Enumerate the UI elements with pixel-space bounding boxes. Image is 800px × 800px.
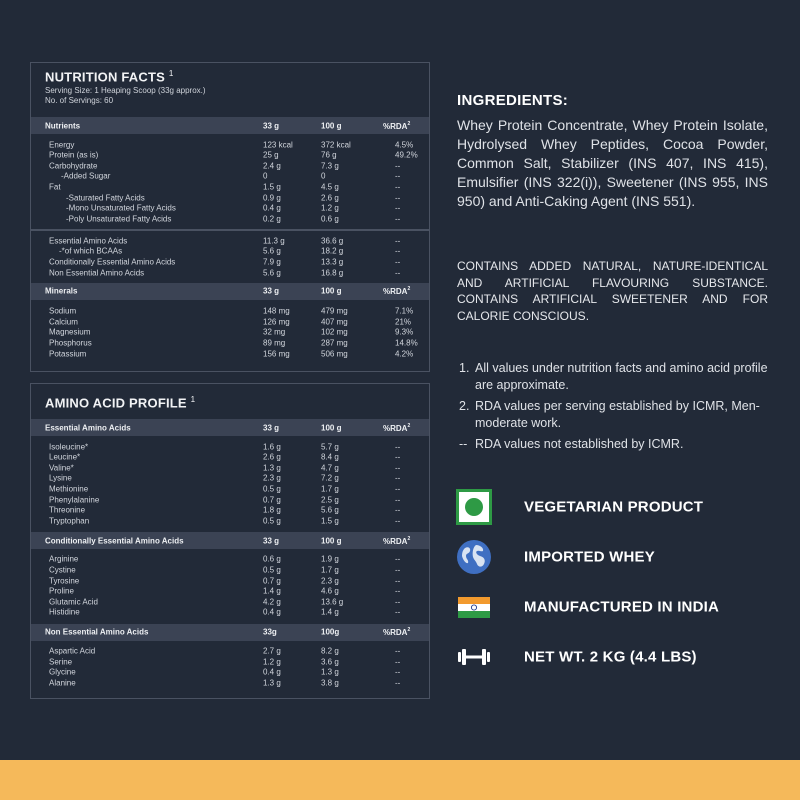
row-label: Methionine: [49, 484, 89, 494]
row-label: Protein (as is): [49, 150, 99, 160]
rda-value: --: [395, 463, 401, 473]
globe-icon: [456, 539, 492, 575]
badge-made-in-india: MANUFACTURED IN INDIA: [456, 589, 786, 625]
vegetarian-icon: [456, 489, 492, 525]
row-label: -Mono Unsaturated Fatty Acids: [66, 203, 176, 213]
value-per-serving: 126 mg: [263, 317, 290, 327]
value-per-100g: 76 g: [321, 150, 337, 160]
conditional-amino-list: [31, 554, 429, 618]
minerals-list: [31, 306, 429, 359]
badge-net-weight: NET WT. 2 KG (4.4 LBS): [456, 639, 786, 675]
table-row: [31, 667, 429, 678]
rda-value: 4.5%: [395, 140, 414, 150]
value-per-serving: 2.3 g: [263, 473, 281, 483]
rda-value: 9.3%: [395, 327, 414, 337]
table-row: [31, 473, 429, 484]
rda-value: --: [395, 554, 401, 564]
rda-value: --: [395, 268, 401, 278]
table-row: [31, 463, 429, 474]
value-per-100g: 1.7 g: [321, 484, 339, 494]
table-row: [31, 452, 429, 463]
value-per-100g: 1.5 g: [321, 516, 339, 526]
table-row: [31, 192, 429, 203]
value-per-100g: 287 mg: [321, 338, 348, 348]
rda-value: --: [395, 576, 401, 586]
value-per-100g: 2.3 g: [321, 576, 339, 586]
row-label: Serine: [49, 657, 73, 667]
nutrients-header: Nutrients 33 g 100 g %RDA$^2$: [31, 117, 429, 134]
table-row: [31, 515, 429, 526]
row-label: Valine*: [49, 463, 74, 473]
row-label: Conditionally Essential Amino Acids: [49, 257, 176, 267]
rda-value: 7.1%: [395, 306, 414, 316]
rda-value: --: [395, 236, 401, 246]
rda-value: --: [395, 657, 401, 667]
essential-amino-list: [31, 441, 429, 526]
rda-value: --: [395, 442, 401, 452]
value-per-serving: 1.2 g: [263, 657, 281, 667]
table-row: [31, 677, 429, 688]
value-per-serving: 0.4 g: [263, 203, 281, 213]
row-label: Proline: [49, 586, 74, 596]
row-label: Magnesium: [49, 327, 91, 337]
table-row: [31, 306, 429, 317]
value-per-serving: 0.4 g: [263, 607, 281, 617]
rda-value: --: [395, 565, 401, 575]
row-label: -Saturated Fatty Acids: [66, 193, 145, 203]
rda-value: --: [395, 597, 401, 607]
nonessential-amino-list: [31, 646, 429, 688]
table-row: [31, 575, 429, 586]
row-label: Glutamic Acid: [49, 597, 98, 607]
row-label: Carbohydrate: [49, 161, 98, 171]
rda-value: --: [395, 607, 401, 617]
table-row: [31, 182, 429, 193]
rda-value: --: [395, 161, 401, 171]
value-per-serving: 0.5 g: [263, 516, 281, 526]
value-per-100g: 407 mg: [321, 317, 348, 327]
value-per-serving: 0.4 g: [263, 667, 281, 677]
row-label: Leucine*: [49, 452, 81, 462]
nutrition-facts-title: NUTRITION FACTS $^1$: [45, 69, 174, 85]
table-row: [31, 441, 429, 452]
row-label: Potassium: [49, 349, 87, 359]
nonessential-amino-header: Non Essential Amino Acids 33g 100g %RDA$^2$: [31, 624, 429, 641]
value-per-100g: 13.6 g: [321, 597, 344, 607]
footnote: 2. RDA values per serving established by ICMR, Men-moderate work.: [459, 399, 760, 430]
amino-acid-profile-panel: [30, 383, 430, 699]
table-row: [31, 139, 429, 150]
rda-value: 49.2%: [395, 150, 418, 160]
value-per-100g: 8.4 g: [321, 452, 339, 462]
nutrition-facts-panel: [30, 62, 430, 372]
row-label: -Added Sugar: [61, 171, 111, 181]
essential-amino-header: Essential Amino Acids 33 g 100 g %RDA$^2$: [31, 419, 429, 436]
badge-vegetarian: VEGETARIAN PRODUCT: [456, 489, 786, 525]
amino-summary-list: [31, 236, 429, 278]
value-per-serving: 0.6 g: [263, 554, 281, 564]
value-per-100g: 8.2 g: [321, 646, 339, 656]
value-per-100g: 2.6 g: [321, 193, 339, 203]
table-row: [31, 213, 429, 224]
row-label: Threonine: [49, 505, 86, 515]
table-row: [31, 505, 429, 516]
rda-value: --: [395, 667, 401, 677]
value-per-100g: 479 mg: [321, 306, 348, 316]
value-per-100g: 372 kcal: [321, 140, 351, 150]
value-per-100g: 16.8 g: [321, 268, 344, 278]
value-per-100g: 4.6 g: [321, 586, 339, 596]
value-per-100g: 0.6 g: [321, 214, 339, 224]
rda-value: --: [395, 193, 401, 203]
value-per-100g: 1.2 g: [321, 203, 339, 213]
value-per-serving: 1.4 g: [263, 586, 281, 596]
rda-value: 4.2%: [395, 349, 414, 359]
table-row: [31, 484, 429, 495]
value-per-serving: 2.7 g: [263, 646, 281, 656]
row-label: Non Essential Amino Acids: [49, 268, 145, 278]
rda-value: --: [395, 484, 401, 494]
value-per-serving: 1.6 g: [263, 442, 281, 452]
rda-value: --: [395, 257, 401, 267]
row-label: Alanine: [49, 678, 76, 688]
nutrients-list: [31, 139, 429, 224]
value-per-serving: 0.2 g: [263, 214, 281, 224]
rda-value: 14.8%: [395, 338, 418, 348]
table-row: [31, 565, 429, 576]
rda-value: --: [395, 182, 401, 192]
value-per-100g: 1.7 g: [321, 565, 339, 575]
row-label: Aspartic Acid: [49, 646, 96, 656]
table-row: [31, 586, 429, 597]
rda-value: --: [395, 678, 401, 688]
rda-value: --: [395, 516, 401, 526]
row-label: Tryptophan: [49, 516, 90, 526]
india-flag-icon: [456, 589, 492, 625]
value-per-100g: 4.5 g: [321, 182, 339, 192]
table-row: [31, 267, 429, 278]
row-label: Phosphorus: [49, 338, 92, 348]
value-per-100g: 1.4 g: [321, 607, 339, 617]
servings-count: No. of Servings: 60: [45, 96, 114, 106]
value-per-serving: 4.2 g: [263, 597, 281, 607]
value-per-serving: 0.5 g: [263, 484, 281, 494]
minerals-header: Minerals 33 g 100 g %RDA$^2$: [31, 283, 429, 300]
table-row: [31, 494, 429, 505]
footnote: -- RDA values not established by ICMR.: [459, 437, 684, 451]
value-per-100g: 1.9 g: [321, 554, 339, 564]
serving-size: Serving Size: 1 Heaping Scoop (33g approx.): [45, 86, 206, 96]
value-per-serving: 32 mg: [263, 327, 286, 337]
value-per-100g: 5.7 g: [321, 442, 339, 452]
value-per-100g: 18.2 g: [321, 246, 344, 256]
row-label: Histidine: [49, 607, 80, 617]
rda-value: --: [395, 495, 401, 505]
table-row: [31, 338, 429, 349]
row-label: Arginine: [49, 554, 79, 564]
rda-value: --: [395, 214, 401, 224]
table-row: [31, 171, 429, 182]
value-per-serving: 1.3 g: [263, 678, 281, 688]
value-per-100g: 0: [321, 171, 326, 181]
row-label: Energy: [49, 140, 75, 150]
table-row: [31, 161, 429, 172]
ingredients-title: INGREDIENTS:: [457, 92, 569, 109]
value-per-serving: 0.7 g: [263, 495, 281, 505]
value-per-serving: 0: [263, 171, 268, 181]
row-label: Lysine: [49, 473, 72, 483]
table-row: [31, 327, 429, 338]
row-label: -Poly Unsaturated Fatty Acids: [66, 214, 172, 224]
table-row: [31, 348, 429, 359]
table-row: [31, 646, 429, 657]
row-label: -*of which BCAAs: [59, 246, 123, 256]
value-per-serving: 0.5 g: [263, 565, 281, 575]
value-per-serving: 5.6 g: [263, 268, 281, 278]
rda-value: --: [395, 171, 401, 181]
table-row: [31, 554, 429, 565]
rda-value: --: [395, 646, 401, 656]
value-per-serving: 1.8 g: [263, 505, 281, 515]
table-row: [31, 236, 429, 247]
row-label: Essential Amino Acids: [49, 236, 128, 246]
rda-value: --: [395, 452, 401, 462]
rda-value: --: [395, 586, 401, 596]
row-label: Calcium: [49, 317, 78, 327]
rda-value: --: [395, 246, 401, 256]
value-per-serving: 11.3 g: [263, 236, 285, 246]
row-label: Phenylalanine: [49, 495, 100, 505]
value-per-100g: 7.2 g: [321, 473, 339, 483]
rda-value: --: [395, 505, 401, 515]
table-row: [31, 607, 429, 618]
table-row: [31, 246, 429, 257]
value-per-100g: 102 mg: [321, 327, 348, 337]
table-row: [31, 656, 429, 667]
value-per-100g: 36.6 g: [321, 236, 344, 246]
row-label: Isoleucine*: [49, 442, 89, 452]
value-per-100g: 5.6 g: [321, 505, 339, 515]
value-per-serving: 25 g: [263, 150, 279, 160]
value-per-100g: 3.6 g: [321, 657, 339, 667]
table-row: [31, 203, 429, 214]
value-per-100g: 7.3 g: [321, 161, 339, 171]
table-row: [31, 596, 429, 607]
badge-imported-whey: IMPORTED WHEY: [456, 539, 786, 575]
value-per-serving: 89 mg: [263, 338, 286, 348]
row-label: Fat: [49, 182, 61, 192]
value-per-serving: 1.5 g: [263, 182, 281, 192]
value-per-100g: 4.7 g: [321, 463, 339, 473]
value-per-100g: 2.5 g: [321, 495, 339, 505]
row-label: Glycine: [49, 667, 76, 677]
rda-value: --: [395, 203, 401, 213]
value-per-serving: 7.9 g: [263, 257, 281, 267]
table-row: [31, 317, 429, 328]
divider: [31, 229, 429, 231]
value-per-serving: 148 mg: [263, 306, 290, 316]
value-per-serving: 123 kcal: [263, 140, 293, 150]
rda-value: --: [395, 473, 401, 483]
amino-acid-profile-title: AMINO ACID PROFILE $^1$: [45, 395, 196, 411]
row-label: Cystine: [49, 565, 76, 575]
value-per-serving: 156 mg: [263, 349, 290, 359]
footnote: 1. All values under nutrition facts and amino acid profile are approximate.: [459, 361, 768, 392]
conditional-amino-header: Conditionally Essential Amino Acids 33 g 100 g %RDA$^2$: [31, 532, 429, 549]
flavouring-statement: CONTAINS ADDED NATURAL, NATURE-IDENTICAL AND ARTIFICIAL FLAVOURING SUBSTANCE. CONTAINS ARTIFICIAL SWEETENER AND FOR CALORIE CONSCIOUS.: [457, 259, 768, 323]
value-per-serving: 1.3 g: [263, 463, 281, 473]
value-per-100g: 13.3 g: [321, 257, 344, 267]
value-per-100g: 1.3 g: [321, 667, 339, 677]
value-per-serving: 2.6 g: [263, 452, 281, 462]
ingredients-text: Whey Protein Concentrate, Whey Protein Isolate, Hydrolysed Whey Peptides, Cocoa Powder, Common Salt, Stabilizer (INS 407, INS 415), Emulsifier (INS 322(i)), Sweetener (INS 955, INS 950) and Anti-Caking Agent (INS 551).: [457, 117, 768, 209]
value-per-100g: 506 mg: [321, 349, 348, 359]
value-per-serving: 5.6 g: [263, 246, 281, 256]
value-per-100g: 3.8 g: [321, 678, 339, 688]
table-row: [31, 257, 429, 268]
footnotes: [457, 360, 768, 457]
rda-value: 21%: [395, 317, 412, 327]
row-label: Tyrosine: [49, 576, 80, 586]
dumbbell-icon: [456, 639, 492, 675]
table-row: [31, 150, 429, 161]
value-per-serving: 0.9 g: [263, 193, 281, 203]
value-per-serving: 2.4 g: [263, 161, 281, 171]
row-label: Sodium: [49, 306, 77, 316]
value-per-serving: 0.7 g: [263, 576, 281, 586]
bottom-accent-band: [0, 760, 800, 800]
